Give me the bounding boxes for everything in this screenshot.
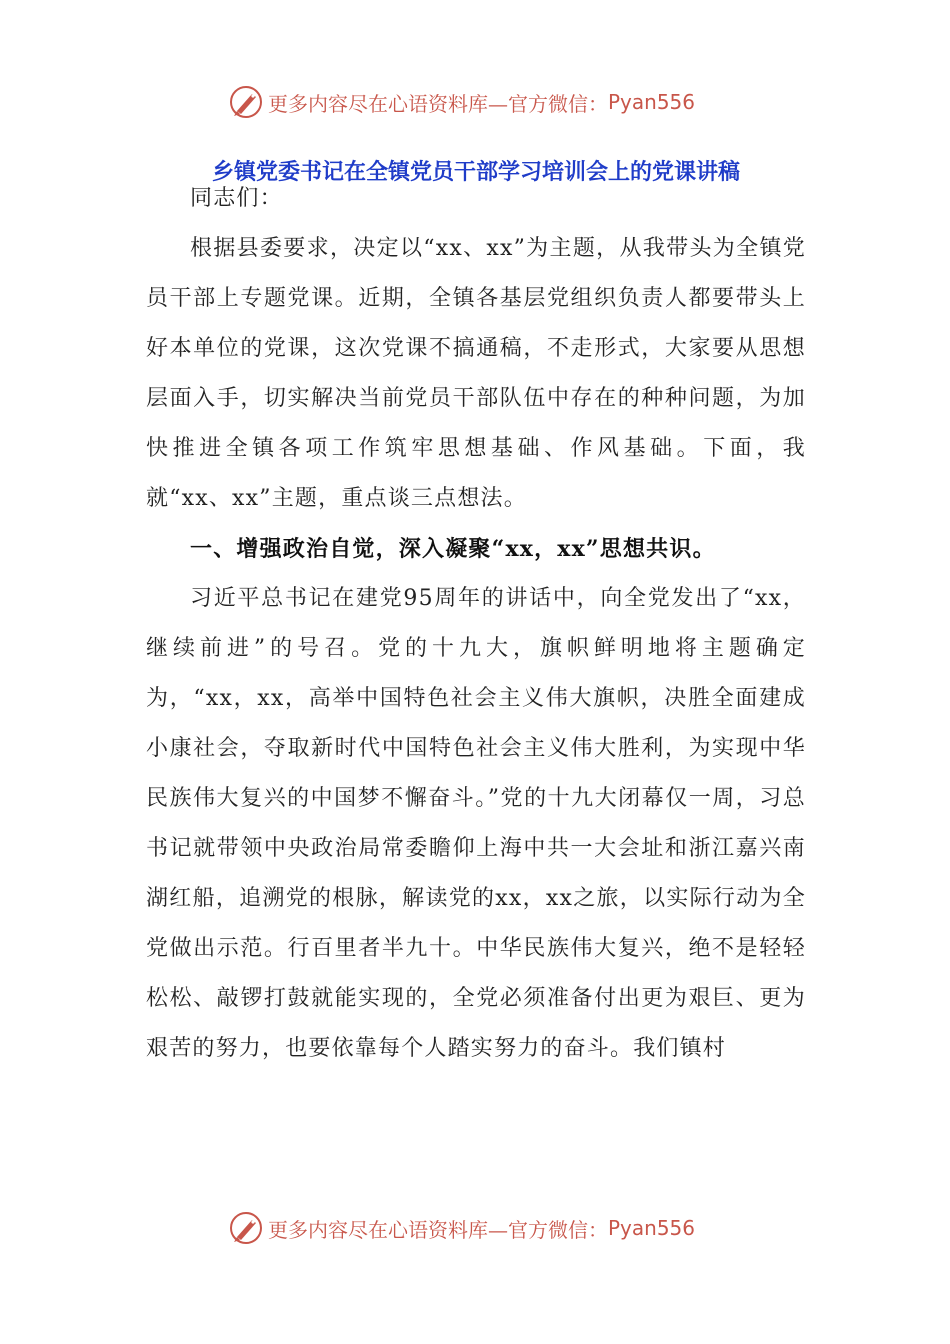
banner-text: 更多内容尽在心语资料库—官方微信： — [268, 91, 608, 116]
pen-nib-icon — [228, 84, 264, 120]
banner-wechat-id: Pyan556 — [608, 1216, 696, 1240]
footer-watermark-banner — [228, 1208, 748, 1248]
header-watermark-banner — [228, 82, 748, 122]
document-body — [146, 174, 806, 1074]
section-heading-1: 一、增强政治自觉，深入凝聚“xx，xx”思想共识。 — [190, 536, 716, 562]
banner-wechat-id: Pyan556 — [608, 90, 696, 114]
pen-nib-icon — [228, 1210, 264, 1246]
paragraph-section-1: 习近平总书记在建党95周年的讲话中，向全党发出了“xx，继续前进”的号召。党的十九大，旗帜鲜明地将主题确定为，“xx，xx，高举中国特色社会主义伟大旗帜，决胜全面建成小康社会，夺取新时代中国特色社会主义伟大胜利，为实现中华民族伟大复兴的中国梦不懈奋斗。”党的十九大闭幕仅一周，习总书记就带领中央政治局常委瞻仰上海中共一大会址和浙江嘉兴南湖红船，追溯党的根脉，解读党的xx，xx之旅，以实际行动为全党做出示范。行百里者半九十。中华民族伟大复兴，绝不是轻轻松松、敲锣打鼓就能实现的，全党必须准备付出更为艰巨、更为艰苦的努力，也要依靠每个人踏实努力的奋斗。我们镇村 — [146, 586, 806, 1061]
salutation: 同志们： — [190, 186, 283, 211]
paragraph-intro: 根据县委要求，决定以“xx、xx”为主题，从我带头为全镇党员干部上专题党课。近期，全镇各基层党组织负责人都要带头上好本单位的党课，这次党课不搞通稿，不走形式，大家要从思想层面入手，切实解决当前党员干部队伍中存在的种种问题，为加快推进全镇各项工作筑牢思想基础、作风基础。下面，我就“xx、xx”主题，重点谈三点想法。 — [146, 236, 806, 511]
document-title: 乡镇党委书记在全镇党员干部学习培训会上的党课讲稿 — [211, 159, 740, 185]
banner-text: 更多内容尽在心语资料库—官方微信： — [268, 1217, 608, 1242]
